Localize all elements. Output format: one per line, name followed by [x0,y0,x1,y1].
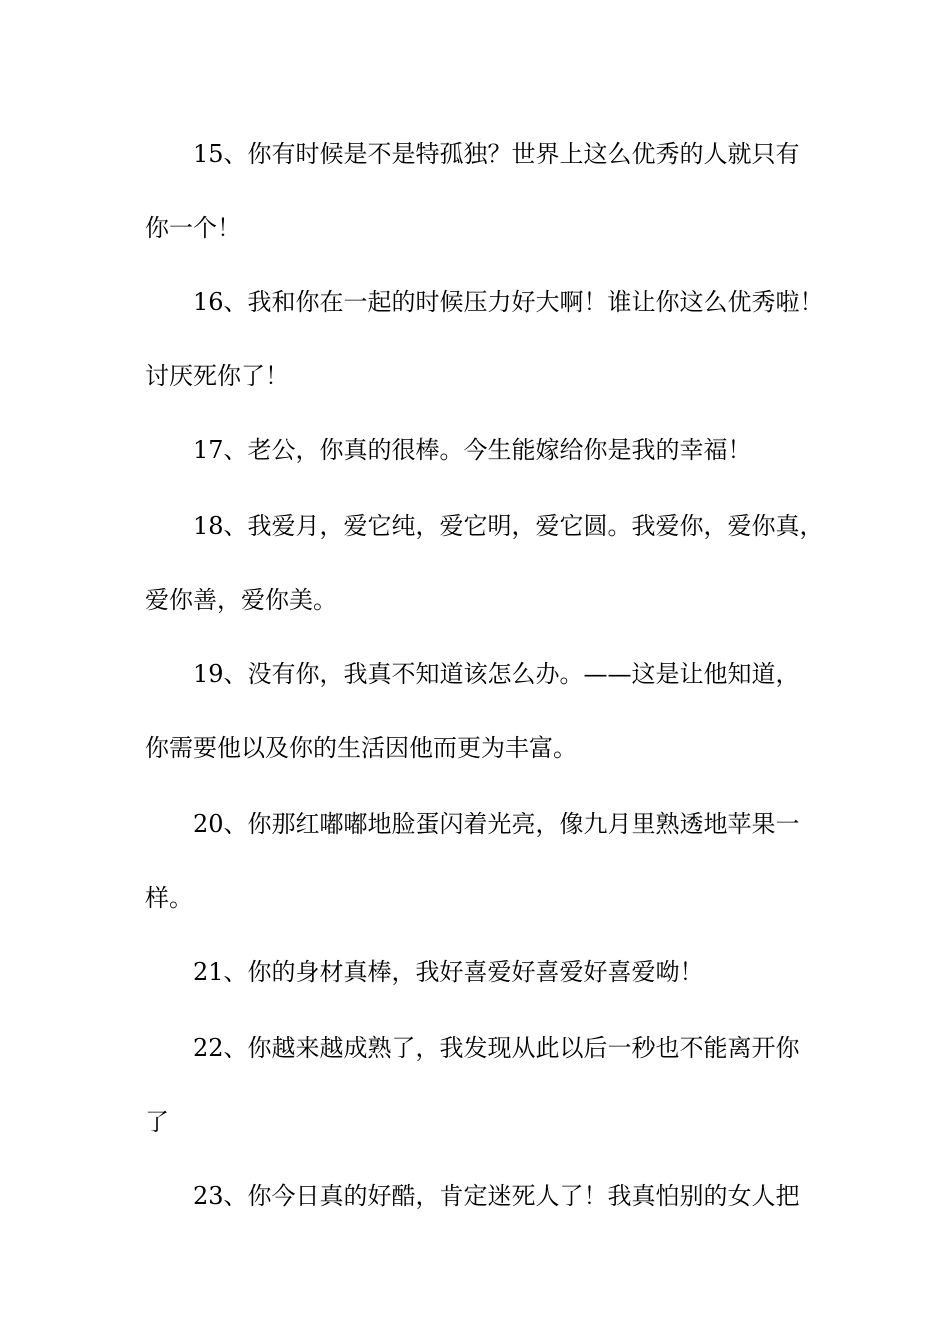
paragraph-22-line-1: 22、你越来越成熟了，我发现从此以后一秒也不能离开你 [193,1034,800,1062]
paragraph-19-line-2: 你需要他以及你的生活因他而更为丰富。 [145,734,577,762]
paragraph-21-line-1: 21、你的身材真棒，我好喜爱好喜爱好喜爱呦！ [193,958,704,986]
paragraph-18-line-1: 18、我爱月，爱它纯，爱它明，爱它圆。我爱你，爱你真， [193,512,824,540]
paragraph-20-line-1: 20、你那红嘟嘟地脸蛋闪着光亮，像九月里熟透地苹果一 [193,810,800,838]
paragraph-18-line-2: 爱你善，爱你美。 [145,586,337,614]
paragraph-15-line-1: 15、你有时候是不是特孤独？世界上这么优秀的人就只有 [193,140,800,168]
paragraph-23-line-1: 23、你今日真的好酷，肯定迷死人了！我真怕别的女人把 [193,1182,800,1210]
paragraph-17-line-1: 17、老公，你真的很棒。今生能嫁给你是我的幸福！ [193,436,752,464]
paragraph-16-line-2: 讨厌死你了！ [145,362,289,390]
paragraph-20-line-2: 样。 [145,884,193,912]
paragraph-15-line-2: 你一个！ [145,214,241,242]
paragraph-16-line-1: 16、我和你在一起的时候压力好大啊！谁让你这么优秀啦！ [193,288,824,316]
paragraph-19-line-1: 19、没有你，我真不知道该怎么办。——这是让他知道， [193,660,800,688]
paragraph-22-line-2: 了 [145,1108,169,1136]
